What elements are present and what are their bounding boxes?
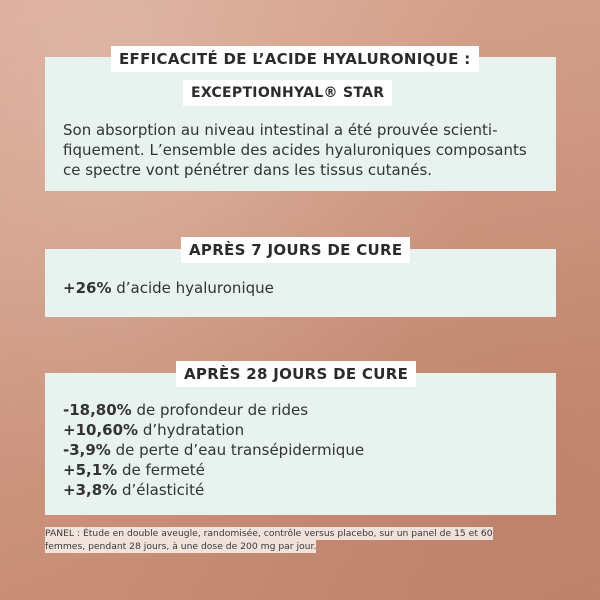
result-value: -3,9% <box>63 441 111 459</box>
result-label: de fermeté <box>117 461 205 479</box>
result-item <box>63 420 364 440</box>
result-label: d’élasticité <box>117 481 205 499</box>
result-label: de perte d’eau transépidermique <box>110 441 365 459</box>
result-item <box>63 400 364 420</box>
result-label: d’acide hyaluronique <box>111 279 274 297</box>
panel-line: femmes, pendant 28 jours, à une dose de 200 mg par jour. <box>45 540 317 552</box>
result-label: d’hydratation <box>138 421 245 439</box>
result-label: de profondeur de rides <box>131 401 309 419</box>
product-name: EXCEPTIONHYAL® STAR <box>183 80 392 106</box>
result-value: +26% <box>63 279 112 297</box>
result-value: +5,1% <box>63 461 118 479</box>
seven-days-title: APRÈS 7 JOURS DE CURE <box>181 237 410 263</box>
description-line: Son absorption au niveau intestinal a été prouvée scienti- <box>63 121 498 139</box>
result-value: +3,8% <box>63 481 118 499</box>
description-line: fiquement. L’ensemble des acides hyaluroniques composants <box>63 141 527 159</box>
description-line: ce spectre vont pénétrer dans les tissus cutanés. <box>63 161 433 179</box>
panel-footnote <box>45 528 556 553</box>
result-item <box>63 278 274 298</box>
panel-line: PANEL : Étude en double aveugle, randomisée, contrôle versus placebo, sur un panel de 15 et 60 <box>45 528 493 539</box>
result-value: -18,80% <box>63 401 132 419</box>
result-item <box>63 460 364 480</box>
twenty-eight-days-title: APRÈS 28 JOURS DE CURE <box>176 361 416 387</box>
result-item <box>63 440 364 460</box>
seven-days-results <box>63 278 274 298</box>
result-value: +10,60% <box>63 421 139 439</box>
twenty-eight-days-results <box>63 400 364 500</box>
efficacy-title: EFFICACITÉ DE L’ACIDE HYALURONIQUE : <box>111 46 479 72</box>
result-item <box>63 480 364 500</box>
efficacy-description <box>63 120 543 180</box>
